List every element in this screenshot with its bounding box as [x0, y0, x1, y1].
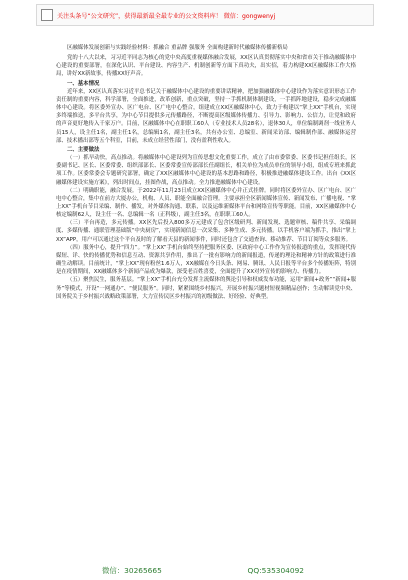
paragraph: （四）服务中心，提升“四力”。“掌上XX”手机台始终坚持把服务区委、区政府中心工作作为宣传报道的重点，发挥现代传媒短、详、快的传播优势和信息互动、资源共享作用，推出了一批有影响力的新闻报道，传递的理论和精神方针的政策进行准确生动解读。目前统计，“掌上XX”现有粉丝1.6万人，XX融媒在今日头条、网易、腾讯、人民日报等平台多个传播矩阵，特别是在疫情期间，XX融媒体多个新闻产品成为爆款，深受老百姓喜爱，全面提升了XX对外宣传的影响力、传播力。 [56, 244, 356, 276]
footer-qq: QQ:535304092 [247, 565, 304, 575]
paragraph: （三）平台再造，多元传播。XX区先后投入800多万元建成了包含区级研判、新闻发现、选题审核、稿件共享、采编调度、多媒传播、通联管理基础版“中央厨房”，实现新闻信息一次采集、多种生成、多元传播。以手机客户端为抓手，推出“掌上XX”APP，用户可以通过这个平台及时的了解看天县的新闻事件，同时还包含了交通查询、移动推荐、节目订阅等众多服务。 [56, 220, 356, 243]
paragraph: （二）明确职能，融合发展。于2022年11月23日成立XX区融媒体中心并正式挂牌。同时将区委外宣办、区广电台、区广电中心整合，集中在前方大厦办公，机构、人员、职能全面融合管理。主要承担全区新闻媒体宣传、新闻发布、广播电视、“掌上XX”手机台节目采编、制作、播发，对外媒体沟通、联系，以及运维新媒体平台和网络宣传等职能。目前，XX区融媒体中心核定编制62人，设主任一名、总编辑一名（正科级），副主任3名，在职职工60人。 [56, 187, 356, 219]
banner-square-icon [41, 9, 53, 21]
paragraph: 近年来，XX区认真落实习近平总书记关于融媒体中心建设的重要讲话精神，把加强融媒体中心建设作为落实意识形态工作责任制的重要内容，科学部署，全面推进，改革创新，重点突破，坚持一手抓机制体制建设，一手抓阵地建设，稳步完成融媒体中心建设。将区委外宣办、区广电台、区广电中心整合，组建成立XX区融媒体中心，致力于构建以“掌上XX”手机台，实现多终端推送，多平台共享，为中心节目提供多元传播路径，不断提高区级媒体传播力、引导力、影响力、公信力，让党和政府的声音更好地传入千家万户。目前，区融媒体中心在职职工60人（专业技术人员28名），退休30人，单位编制调剂一线业务人员15人，设主任1名，副主任1名，总编辑1名，副主任3名，共有办公室、总编室、新闻采访部、编辑制作部、融媒体运营部、技术播出部等五个科室，目前，未成立经营性部门，没有盈利性收入。 [56, 88, 356, 144]
section-heading: 一、基本情况 [67, 80, 100, 87]
paragraph: 党的十八大以来，习习近平同志为核心的党中央高度重视媒体融合发展，XX区认真贯彻落实中央和省市关于推动融媒体中心建设的重要部署，在深化认识、平台建设、内容生产、机制创新等方面下真功夫，出实招，着力构建XX区融媒体工作大格局，讲好XX新故事，传播XX好声音。 [56, 55, 356, 78]
paragraph: （五）聚焦民生，服务基层。“掌上XX”手机台充分发挥主流媒体的舆论引导和权威发布功能，运用“新闻+政务”“新闻+服务”等模式，开设“一网通办”、“便民服务”。同时，紧紧围绕乡村振兴，开展乡村振兴题材短视频精品创作；生动解读党中央、国务院关于乡村振兴战略政策部署，大力宣传民区乡村振兴的初级做法、好经验、好典型。 [56, 277, 356, 300]
footer-contacts [96, 563, 310, 577]
paragraph: （一）抓早动快，高点推动。将融媒体中心建设列为宣传思想文化重要工作，成立了由市委常委、区委书记担任组长，区委副书记、区长、区委常委、组织部部长、区委常委宣传部部长任副组长，相关单位为成员单位的领导小组，组成专班来抓此项工作。区委常委会专题研究部署，确定了XX区融媒体中心建设的基本思路和路径，积极推进融媒体建设工作。出台《XX区融媒体建设实施方案》，列出时间点，挂图作战，高点推动。全力推进融媒体中心建设。 [56, 155, 356, 186]
document-body [56, 44, 356, 301]
document-title: 区融媒体发展创新与实践经验材料：抓融合 重品牌 强服务 全面构建新时代融媒体传播新格局 [67, 45, 288, 51]
paragraph-list [56, 54, 356, 301]
promo-banner [36, 4, 374, 26]
banner-text: 关注头条号“公文研究”，获得最新最全最专业的公文资料库！ 微信：gongwenyj [57, 12, 276, 20]
footer-bar [0, 562, 408, 580]
section-heading: 二、主要做法 [67, 146, 100, 153]
footer-wechat: 微信：30265665 [102, 565, 162, 575]
